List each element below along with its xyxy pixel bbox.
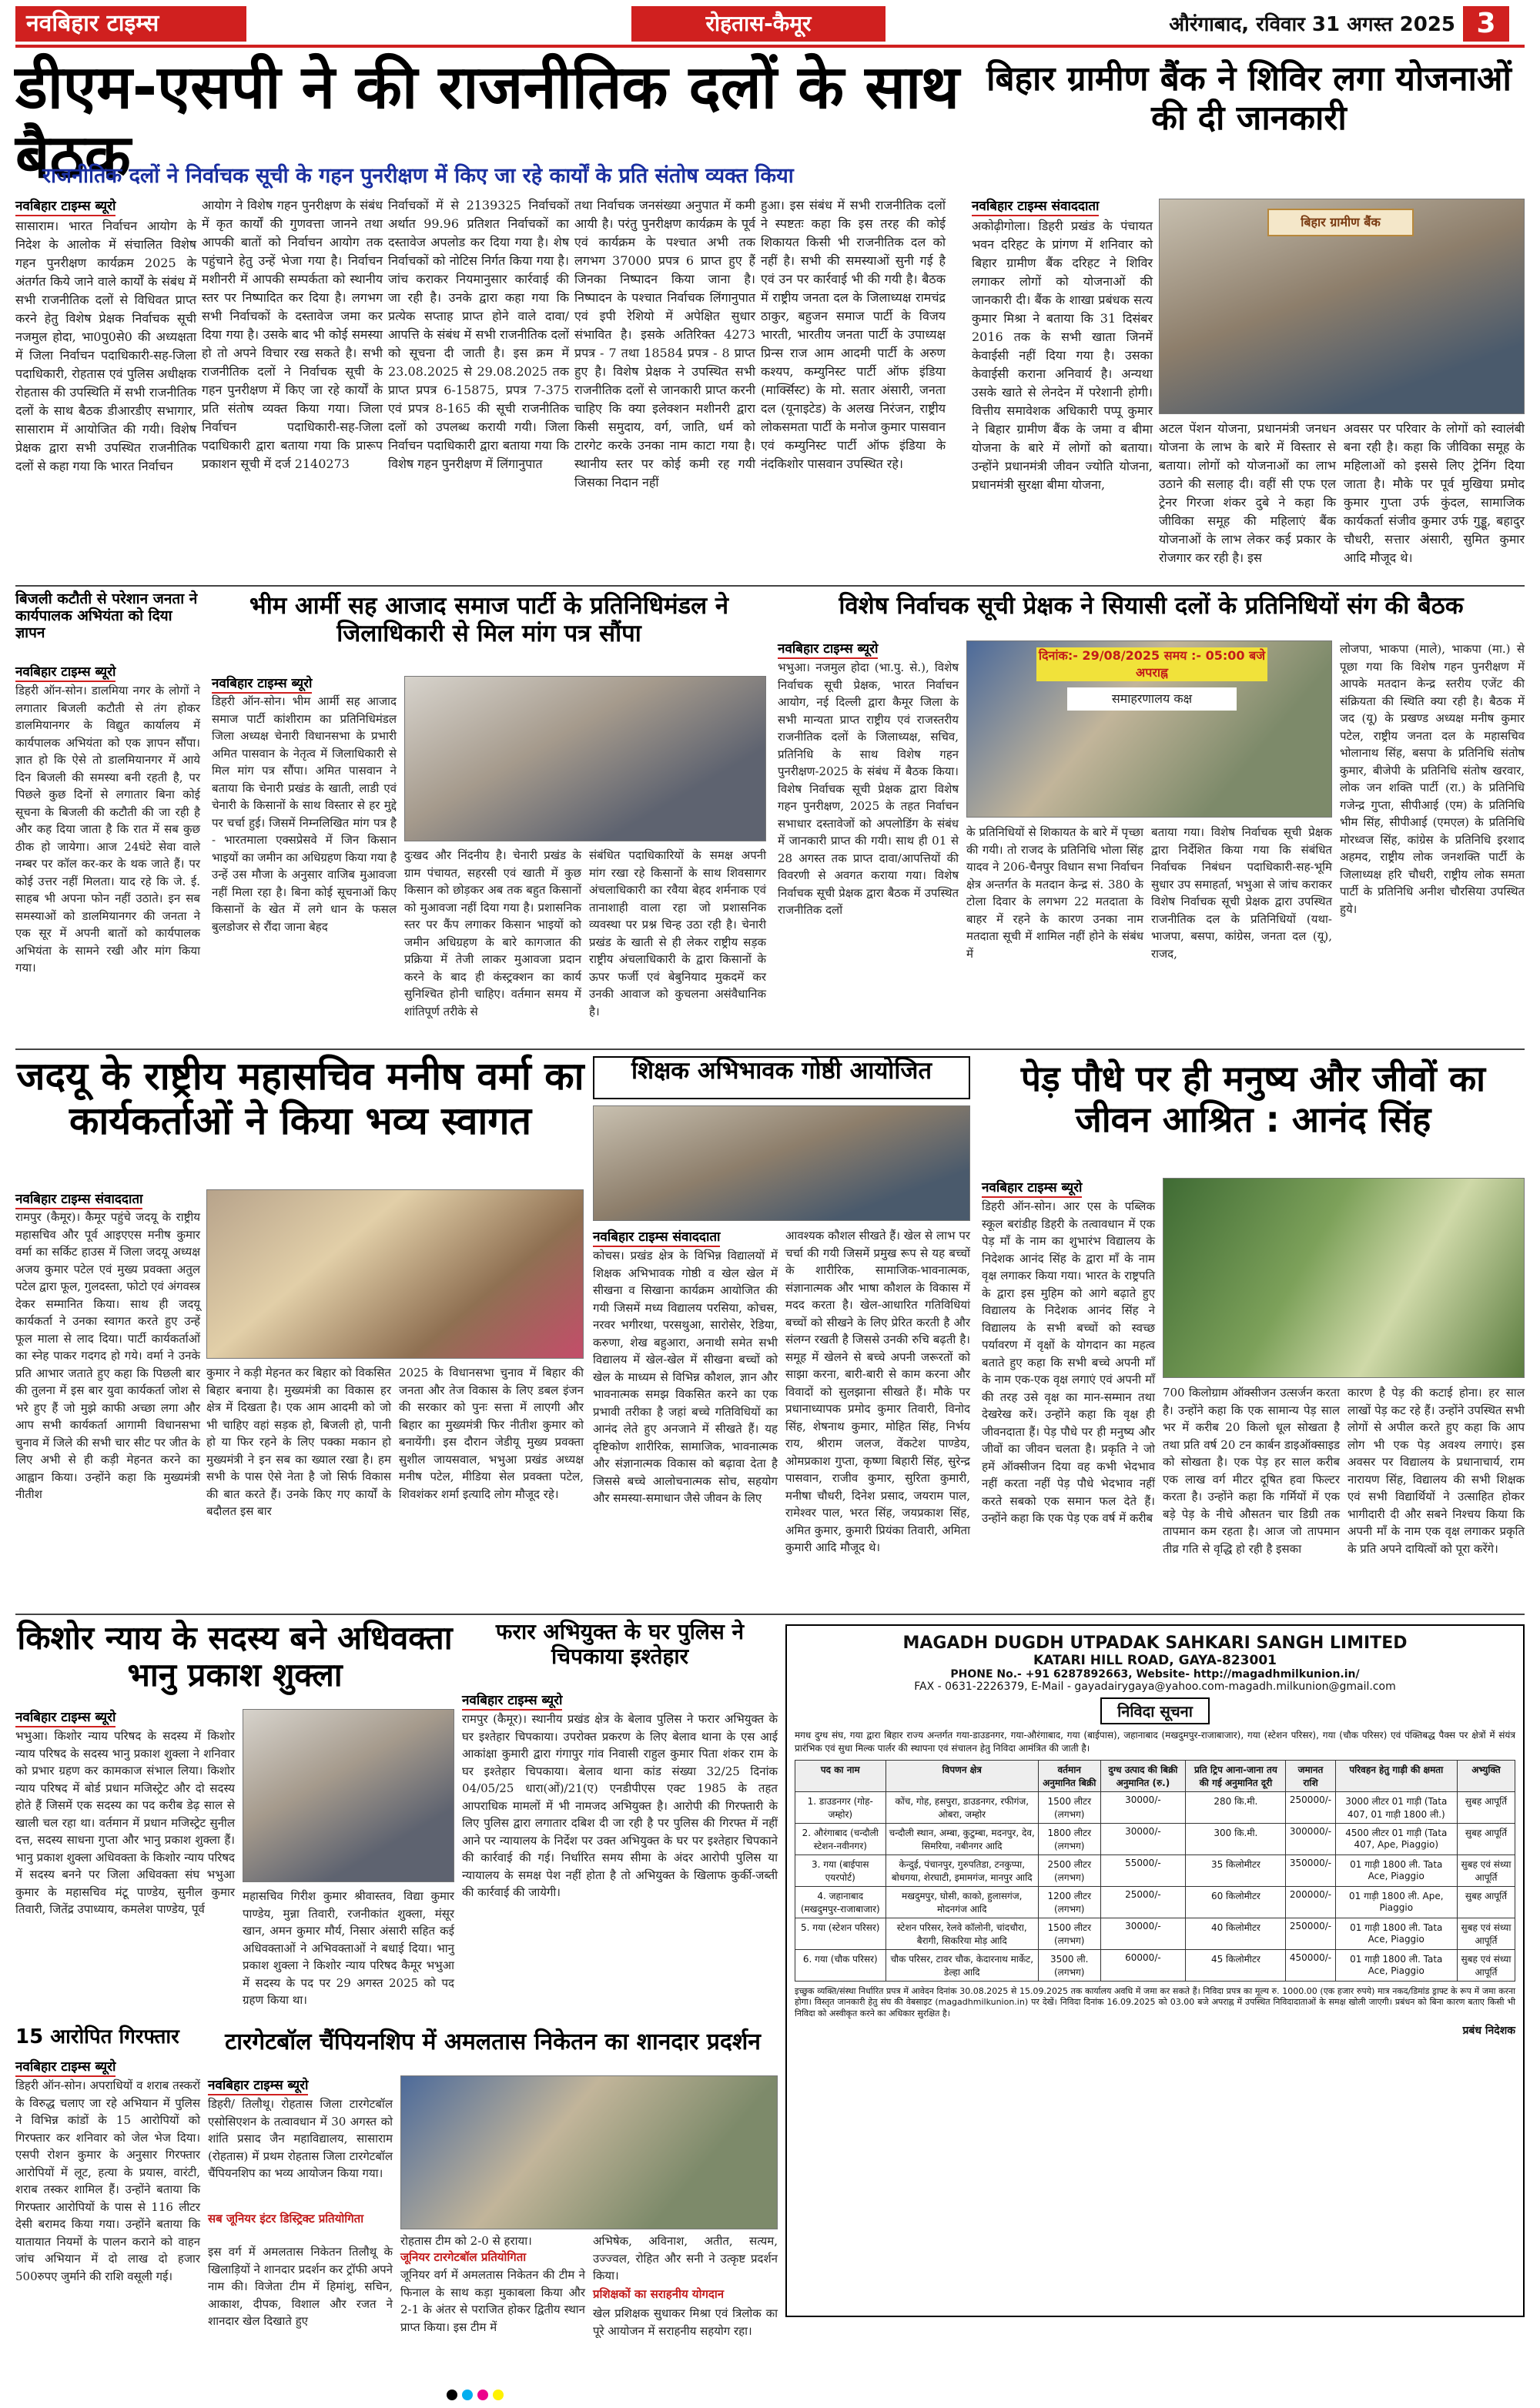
divider xyxy=(15,1048,1525,1050)
section-name: रोहतास-कैमूर xyxy=(631,6,886,42)
tarang-subhead-1: सब जूनियर इंटर डिस्ट्रिक्ट प्रतियोगिता xyxy=(208,2212,364,2226)
table-cell: 1. डाउडनगर (गोह-जम्होर) xyxy=(795,1791,886,1823)
ad-col-header: प्रति ट्रिप आना-जाना तय की गई अनुमानित दूरी xyxy=(1186,1760,1286,1791)
farar-byline: नवबिहार टाइम्स ब्यूरो xyxy=(462,1691,562,1711)
kishore-byline: नवबिहार टाइम्स ब्यूरो xyxy=(15,1707,116,1727)
tarang-photo xyxy=(400,2075,778,2229)
table-cell: 35 किलोमीटर xyxy=(1186,1854,1286,1886)
jdu-photo xyxy=(206,1189,584,1359)
ad-intro: मगध दुग्ध संघ, गया द्वारा बिहार राज्य अन्तर्गत गया-डाउडनगर, गया-औरंगाबाद, गया (बाईपास), जहानाबाद (मखदुमपुर-राजाबाजार), गया (स्टेशन परिसर), गया (चौक परिसर) एवं पंक्तिबद्ध पैक्स पर क्षेत्रों में संयंत्र प्रारंभिक एवं सुधा मिल्क पार्लर की स्थापना एवं संचालन हेतु निविदा आमंत्रित की जाती है। xyxy=(795,1730,1515,1754)
table-cell: 350000/- xyxy=(1286,1854,1335,1886)
ped-col-2: 700 किलोग्राम ऑक्सीजन उत्सर्जन करता है। उन्होंने कहा कि एक सामान्य पेड़ साल भर में करीब 20 किलो धूल सोखता है तथा प्रति वर्ष 20 टन कार्बन डाइऑक्साइड को सोखता है। एक पेड़ हर साल करीब एक लाख वर्ग मीटर दूषित हवा फिल्टर करता है। उन्होंने कहा कि गर्मियों में एक बड़े पेड़ के नीचे औसतन चार डिग्री तक तापमान कम रहता है। आज जो तापमान तीव्र गति से वृद्धि हो रही है इसका xyxy=(1163,1386,1340,1556)
kiosk-text: डिहरी ऑन-सोन। डालमिया नगर के लोगों ने लगातार बिजली कटौती से तंग होकर डालमियानगर के विद्युत कार्यालय में कार्यपालक अभियंता को एक ज्ञापन सौंपा। ज्ञात हो कि ऐसे तो डालमियानगर में आये दिन बिजली की समस्या बनी रहती है, पर पिछले कुछ दिनों से लगातार बिना कोई सूचना के बिजली की कटौती की जा रही है और कह दिया जाता है कि रात में सब कुछ ठीक हो जायेगा। आज 24घंटे सेवा वाले नम्बर पर कॉल कर-कर के थक जाते हैं। पर कोई उत्तर नहीं मिलता। याद रहे कि जे. ई. साहब भी अपना फोन नहीं उठाते। इन सब समस्याओं को डालमियानगर की जनता ने एक सूर में अपनी बातों को कार्यपालक अभियंता के सामने रखी और मांग किया गया। xyxy=(15,684,200,975)
kiosk-byline-wrap xyxy=(15,662,200,681)
arrest-text: डिहरी ऑन-सोन। अपराधियों व शराब तस्करों के विरुद्ध चलाए जा रहे अभियान में पुलिस ने विभिन्न कांडों के 15 आरोपियों को गिरफ्तार कर शनिवार को जेल भेज दिया। एसपी रोशन कुमार के अनुसार गिरफ्तार आरोपियों में लूट, हत्या के प्रयास, वारंटी, शराब तस्कर शामिल हैं। उन्होंने बताया कि गिरफ्तार आरोपियों के पास से 116 लीटर देसी बरामद किया गया। उन्होंने बताया कि यातायात नियमों के पालन कराने को वाहन जांच अभियान में दो लाख दो हजार 500रुपए जुर्माने की राशि वसूली गई। xyxy=(15,2079,200,2283)
registration-dot-icon xyxy=(447,2390,457,2400)
tarang-caption: रोहतास टीम को 2-0 से हराया। xyxy=(400,2234,532,2248)
tender-advertisement xyxy=(785,1624,1525,2317)
ad-footer: इच्छुक व्यक्ति/संस्था निर्धारित प्रपत्र में आवेदन दिनांक 30.08.2025 से 15.09.2025 तक कार्यालय अवधि में जमा कर सकते हैं। निविदा प्रपत्र का मूल्य रु. 1000.00 (एक हजार रुपये) मात्र नकद/डिमांड ड्राफ्ट के रूप में जमा करना होगा। विस्तृत जानकारी हेतु संघ की वेबसाइट (magadhmilkunion.in) पर देखें। निविदा दिनांक 16.09.2025 को 03.00 बजे अपराह्न में उपस्थित निविदादाताओं के समक्ष खोली जाएगी। प्रबंधन को बिना कारण बताए किसी भी निविदा को अस्वीकृत करने का अधिकार सुरक्षित है। xyxy=(795,1985,1515,2019)
bank-col-1: अकोढ़ीगोला। डिहरी प्रखंड के पंचायत भवन दरिहट के प्रांगण में शनिवार को बिहार ग्रामीण बैंक दरिहट ने शिविर लगाकर लोगों को योजनाओं की जानकारी दी। बैंक के शाखा प्रबंधक सत्य कुमार मिश्रा ने बताया कि 31 दिसंबर 2016 तक के सभी खाता जिनमें केवाईसी नहीं दिया गया है। उसका केवाईसी कराना अनिवार्य है। अन्यथा उसके खाते से लेनदेन में परेशानी होगी। वित्तीय समावेशक अधिकारी पप्पू कुमार ने बिहार ग्रामीण बैंक के जमा व बीमा योजना के बारे में लोगों को बताया। उन्होंने प्रधानमंत्री जीवन ज्योति योजना, प्रधानमंत्री सुरक्षा बीमा योजना, xyxy=(972,219,1153,492)
table-cell: कोंच, गोह, हसपुरा, डाउडनगर, रफीगंज, ओबरा, जम्होर xyxy=(886,1791,1038,1823)
ad-col-header: वर्तमान अनुमानित बिक्री xyxy=(1038,1760,1100,1791)
bhim-col-1: डिहरी ऑन-सोन। भीम आर्मी सह आजाद समाज पार्टी कांशीराम का प्रतिनिधिमंडल जिला अध्यक्ष चेनारी विधानसभा के प्रभारी अमित पासवान के नेतृत्व में जिलाधिकारी से मिल मांग पत्र सौंपा। अमित पासवान ने बताया कि चेनारी प्रखंड के खाती, लाडी एवं चेनारी के किसानों के साथ विस्तार से हर मुद्दे पर चर्चा हुई। जिसमें निम्नलिखित मांग पत्र है - भारतमाला एक्सप्रेसवे में जिन किसान भाइयों का जमीन का अधिग्रहण किया गया है उन्हें उस मौजा के अनुसार वाजिब मुआवजा नहीं मिला रहा है। बिना कोई सूचनाओं किए किसानों के खेत में लगे धान के फसल बुलडोजर से रौंदा जाना बेहद xyxy=(212,694,397,934)
table-row xyxy=(795,1854,1515,1886)
shikshak-byline: नवबिहार टाइम्स संवाददाता xyxy=(593,1227,720,1247)
table-cell: 55000/- xyxy=(1100,1854,1186,1886)
table-cell: 1500 लीटर (लगभग) xyxy=(1038,1791,1100,1823)
registration-dot-icon xyxy=(462,2390,473,2400)
bank-byline: नवबिहार टाइम्स संवाददाता xyxy=(972,196,1099,216)
bank-byline-wrap xyxy=(972,196,1172,215)
table-cell: सुबह एवं संध्या आपूर्ति xyxy=(1457,1854,1515,1886)
bhim-headline: भीम आर्मी सह आजाद समाज पार्टी के प्रतिनिधिमंडल ने जिलाधिकारी से मिल मांग पत्र सौंपा xyxy=(249,592,729,647)
lead-col-2: आयोग ने विशेष गहन पुनरीक्षण के संबंध में कृत कार्यों की गुणवत्ता जानने तथा आपकी बातों को निर्वाचन आयोग तक पहुंचाने हेतु उन्हें भेजा गया है। निर्वाचन मशीनरी में आपकी सम्पर्कता को स्थानीय स्तर पर निष्पादित कर दिया है। लगभग सभी निर्वाचकों के दस्तावेज जमा कर दिया गया है। उसके बाद भी कोई समस्या हो तो अपने विचार रख सकते है। सभी राजनीतिक दलों ने निर्वाचक सूची के गहन पुनरीक्षण में किए जा रहे कार्यों के प्रति संतोष व्यक्त किया गया। जिला निर्वाचन पदाधिकारी-सह-जिला पदाधिकारी द्वारा बताया गया कि प्रारूप प्रकाशन सूची में दर्ज 2140273 xyxy=(202,198,383,471)
lead-col-3: निर्वाचकों में से 2139325 निर्वाचकों अर्थात 99.96 प्रतिशत निर्वाचकों का दस्तावेज अपलोड कर दिया गया है। शेष निर्वाचकों को नोटिस निर्गत किया गया है। जांच कराकर नियमानुसार कार्रवाई की जा रही है। उनके द्वारा कहा गया कि प्रत्येक सप्ताह प्राप्त होने वाले दावा/आपत्ति के संबंध में सभी राजनीतिक दलों को सूचना दी जाती है। इस क्रम में 23.08.2025 से 29.08.2025 तक प्राप्त प्रपत्र 6-15875, प्रपत्र 7-375 एवं प्रपत्र 8-165 की सूची राजनीतिक दलों को उपलब्ध करायी गयी। जिला निर्वाचन पदाधिकारी द्वारा बताया गया कि विशेष गहन पुनरीक्षण में लिंगानुपात xyxy=(388,198,569,471)
bhim-byline: नवबिहार टाइम्स ब्यूरो xyxy=(212,674,312,694)
tarang-headline: टारगेटबॉल चैंपियनशिप में अमलतास निकेतन का शानदार प्रदर्शन xyxy=(225,2028,761,2055)
table-cell: 01 गाड़ी 1800 ली. Ape, Piaggio xyxy=(1335,1886,1457,1918)
ped-headline: पेड़ पौधे पर ही मनुष्य और जीवों का जीवन आश्रित : आनंद सिंह xyxy=(1020,1058,1486,1140)
table-cell: 25000/- xyxy=(1100,1886,1186,1918)
kishore-byline-wrap xyxy=(15,1707,216,1726)
nirvachak-photo-banner: दिनांक:- 29/08/2025 समय :- 05:00 बजे अपराह्न xyxy=(1036,647,1267,681)
ped-byline-wrap xyxy=(982,1178,1167,1196)
farar-byline-wrap xyxy=(462,1691,662,1709)
lead-col-4: तथा निर्वाचक जनसंख्या अनुपात में कमी आयी है। परंतु पुनरीक्षण कार्यक्रम के पूर्व एवं कार्यक्रम के पश्चात अभी तक लगभग 37000 प्रपत्र 6 प्राप्त हुए हैं जिनका निष्पादन किया जाना है। निष्पादन के पश्चात निर्वाचक लिंगानुपात एवं इपी रेशियो में अपेक्षित सुधार संभावित है। इसके अतिरिक्त 4273 प्रपत्र - 7 तथा 18584 प्रपत्र - 8 प्राप्त हुए है। विशेष प्रेक्षक ने उपस्थित सभी राजनीतिक दलों से जानकारी प्राप्त करनी चाहिए कि क्या इलेक्शन मशीनरी द्वारा किसी समुदाय, वर्ग, जाति, धर्म को टारगेट करके उनका नाम काटा गया है। स्थानीय स्तर पर कोई कमी रह गयी जिसका निदान नहीं xyxy=(574,198,755,490)
tarang-byline-wrap xyxy=(208,2075,393,2094)
table-cell: 300 कि.मी. xyxy=(1186,1823,1286,1854)
shikshak-col-1: कोचस। प्रखंड क्षेत्र के विभिन्न विद्यालयों में शिक्षक अभिभावक गोष्ठी व खेल खेल में सीखना व सिखाना कार्यक्रम आयोजित की गयी जिसमें मध्य विद्यालय परसिया, कोचस, नरवर भगीरथा, परसथुआ, सारोसेर, रेडिया, करुणा, शेख बहुआरा, अनाथी समेत सभी विद्यालय में खेल-खेल में सीखना बच्चों को खेल के माध्यम से विभिन्न कौशल, ज्ञान और भावनात्मक समझ विकसित करने का एक प्रभावी तरीका है जहां बच्चे गतिविधियों का आनंद लेते हुए अनजाने में सीखते हैं। यह दृष्टिकोण शारीरिक, सामाजिक, भावनात्मक और संज्ञानात्मक विकास को बढ़ावा देता है जिससे बच्चे आलोचनात्मक सोच, सहयोग और समस्या-समाधान जैसे जीवन के लिए xyxy=(593,1249,778,1505)
lead-col-1: सासाराम। भारत निर्वाचन आयोग के निदेश के आलोक में संचालित विशेष गहन पुनरीक्षण कार्यक्रम 2025 के अंतर्गत किये जाने वाले कार्यों के संबंध में सभी राजनीतिक दलों से विधिवत प्राप्त करने हेतु विशेष प्रेक्षक निर्वाचक सूची नजमुल होदा, भा0पु0से0 की अध्यक्षता में जिला निर्वाचन पदाधिकारी-सह-जिला पदाधिकारी, रोहतास एवं पुलिस अधीक्षक रोहतास की उपस्थिति में सभी राजनीतिक दलों के साथ बैठक डीआरडीए सभागार, सासाराम में आयोजित की गयी। विशेष प्रेक्षक द्वारा सभी उपस्थित राजनीतिक दलों से कहा गया कि भारत निर्वाचन xyxy=(15,219,196,473)
tarang-subhead-3: प्रशिक्षकों का सराहनीय योगदान xyxy=(593,2287,725,2301)
shikshak-photo xyxy=(593,1105,970,1221)
shikshak-byline-wrap xyxy=(593,1227,793,1246)
table-cell: 1800 लीटर (लगभग) xyxy=(1038,1823,1100,1854)
table-cell: 250000/- xyxy=(1286,1791,1335,1823)
table-row xyxy=(795,1886,1515,1918)
nirvachak-col-2: के प्रतिनिधियों से शिकायत के बारे में पृच्छा की गयी। तो राजद के प्रतिनिधि भोला सिंह यादव ने 206-चैनपुर विधान सभा निर्वाचन क्षेत्र अन्तर्गत के मतदान केन्द्र सं. 380 के टोला दिवार के लगभग 22 मतदाता के बाहर में रहने के कारण उनका नाम मतदाता सूची में शामिल नहीं होने के संबंध में xyxy=(966,825,1143,961)
nirvachak-col-1: भभुआ। नजमुल होदा (भा.पु. से.), विशेष निर्वाचक सूची प्रेक्षक, भारत निर्वाचन आयोग, नई दिल्ली द्वारा कैमूर जिला के सभी मान्यता प्राप्त राष्ट्रीय एवं राजस्तरीय राजनीतिक दलों के जिलाध्यक्ष, सचिव, प्रतिनिधि के साथ विशेष गहन पुनरीक्षण-2025 के संबंध में बैठक किया। विशेष निर्वाचक सूची प्रेक्षक द्वारा विशेष गहन पुनरीक्षण, 2025 के तहत निर्वाचन सभाधार दस्तावेजों को अपलोडिंग के संबंध में जानकारी प्राप्त की गयी। साथ ही 01 से 28 अगस्त तक प्राप्त दावा/आपत्तियों की विवरणी से अवगत कराया गया। विशेष निर्वाचक सूची प्रेक्षक द्वारा बैठक में उपस्थित राजनीतिक दलों xyxy=(778,661,959,917)
tarang-col-3: अभिषेक, अविनाश, अतीत, सत्यम, उज्ज्वल, रोहित और सनी ने उत्कृष्ट प्रदर्शन किया। xyxy=(593,2234,778,2283)
masthead-rule xyxy=(15,45,1525,48)
tarang-col-1b: इस वर्ग में अमलतास निकेतन तिलौथू के खिलाड़ियों ने शानदार प्रदर्शन कर ट्रॉफी अपने नाम की। विजेता टीम में हिमांशु, सचिन, आकाश, दीपक, विशाल और रजत ने शानदार खेल दिखाते हुए xyxy=(208,2245,393,2328)
table-cell: 30000/- xyxy=(1100,1791,1186,1823)
table-cell: सुबह एवं संध्या आपूर्ति xyxy=(1457,1949,1515,1981)
bhim-byline-wrap xyxy=(212,674,397,692)
jdu-byline-wrap xyxy=(15,1189,216,1208)
tarang-col-1: डिहरी/ तिलौथू। रोहतास जिला टारगेटबॉल एसोसिएशन के तत्वावधान में 30 अगस्त को शांति प्रसाद जैन महाविद्यालय, सासाराम (रोहतास) में प्रथम रोहतास जिला टारगेटबॉल चैंपियनशिप का भव्य आयोजन किया गया। xyxy=(208,2097,393,2180)
kishore-col-1: भभुआ। किशोर न्याय परिषद के सदस्य में किशोर न्याय परिषद के सदस्य भानु प्रकाश शुक्ला ने शनिवार को प्रभार ग्रहण कर कामकाज संभाल लिया। किशोर न्याय परिषद में बोर्ड प्रधान मजिस्ट्रेट और दो सदस्य होते हैं जिसमें एक सदस्य का पद करीब डेढ़ साल से खाली चल रहा था। वर्तमान में प्रधान मजिस्ट्रेट सुनील दत्त, सदस्य साधना गुप्ता और भानु प्रकाश शुक्ला हैं। भानु प्रकाश शुक्ला अधिवक्ता के किशोर न्याय परिषद में सदस्य बनने पर जिला अधिवक्ता संघ भभुआ कुमार के महासचिव मंटू पाण्डेय, सुनील कुमार तिवारी, जितेंद्र उपाध्याय, कमलेश पाण्डेय, पूर्व xyxy=(15,1729,235,1916)
bhim-col-3: संबंधित पदाधिकारियों के समक्ष अपनी मांग रखा रहे किसानों के साथ शिवसागर अंचलाधिकारी का रवैया बेहद शर्मनाक एवं तानाशाही वाला रहा जो प्रशासनिक व्यवस्था पर प्रश्न चिन्ह उठा रही है। चेनारी प्रखंड के खाती से ही लेकर राष्ट्रीय सड़क राष्ट्रीय अंचलाधिकारी के द्वारा किसानों के ऊपर फर्जी एवं बेबुनियाद मुकदमें कर उनकी आवाज को कुचलना असंवैधानिक है। xyxy=(589,848,766,1018)
nirvachak-headline: विशेष निर्वाचक सूची प्रेक्षक ने सियासी दलों के प्रतिनिधियों संग की बैठक xyxy=(839,592,1464,620)
nirvachak-photo xyxy=(966,640,1332,818)
table-cell: 250000/- xyxy=(1286,1918,1335,1949)
farar-text: रामपुर (कैमूर)। स्थानीय प्रखंड क्षेत्र के बेलाव पुलिस ने फरार अभियुक्त के घर इश्तेहार चिपकाया। उपरोक्त प्रकरण के लिए बेलाव थाना के एस आई आकांक्षा कुमारी द्वारा गंगापुर गांव निवासी राहुल कुमार पिता शंकर राम के घर इश्तेहार चिपकाया। बेलाव थाना कांड संख्या 32/25 दिनांक 04/05/25 धारा(ओं)/21(ए) एनडीपीएस एक्ट 1985 के तहत आपराधिक मामलों में भी नामजद अभियुक्त है। आरोपी की गिरफ्तारी के लिए पुलिस द्वारा लगातार दबिश दी जा रही है पर पुलिस की गिरफ्त में नहीं आने पर न्यायालय के निर्देश पर उक्त अभियुक्त के घर पर इश्तेहार चिपकाने की कार्रवाई की गई। निर्धारित समय सीमा के अंदर आरोपी पुलिस या न्यायालय के समक्ष पेश नहीं होता है तो अभियुक्त के खिलाफ कुर्की-जब्ती की कार्रवाई की जायेगी। xyxy=(462,1712,778,1899)
table-row xyxy=(795,1918,1515,1949)
tarang-col-3b: खेल प्रशिक्षक सुधाकर मिश्रा एवं त्रिलोक का पूरे आयोजन में सराहनीय सहयोग रहा। xyxy=(593,2306,778,2338)
jdu-col-2: कुमार ने कड़ी मेहनत कर बिहार को विकसित बिहार बनाया है। मुख्यमंत्री का विकास हर क्षेत्र में दिखता है। एक आम आदमी को जो भी चाहिए वहां सड़क हो, बिजली हो, पानी हो या फिर रहने के लिए पक्का मकान हो मुख्यमंत्री ने इन सब का ख्याल रखा है। हम सभी के पास ऐसे नेता है जो सिर्फ विकास की बात करते हैं। उनके किए गए कार्यों के बदौलत इस बार xyxy=(206,1366,391,1518)
lead-col-5: हुआ। इस संबंध में सभी राजनीतिक दलों ने स्पष्टतः कहा कि इस तरह की कोई शिकायत किसी भी राजनीतिक दल को नहीं है। सभी की समस्याओं सुनी गई है एवं उन पर कार्रवाई भी की गयी है। बैठक में राष्ट्रीय जनता दल के जिलाध्यक्ष रामचंद्र ठाकुर, बहुजन समाज पार्टी के विजय भारती, भारतीय जनता पार्टी के उपाध्यक्ष प्रिन्स राज आम आदमी पार्टी के अरुण कश्यप, कम्युनिस्ट पार्टी ऑफ इंडिया (मार्क्सिस्ट) के मो. सतार अंसारी, जनता दल (यूनाइटेड) के अलख निरंजन, राष्ट्रीय लोकसमता पार्टी के मनोज कुमार पासवान एवं कम्युनिस्ट पार्टी ऑफ इंडिया के नंदकिशोर पासवान उपस्थित रहे। xyxy=(761,198,946,471)
table-cell: 450000/- xyxy=(1286,1949,1335,1981)
lead-subheadline: राजनीतिक दलों ने निर्वाचक सूची के गहन पुनरीक्षण में किए जा रहे कार्यों के प्रति संतोष व्यक्त किया xyxy=(42,164,794,188)
table-cell: 200000/- xyxy=(1286,1886,1335,1918)
table-cell: चौक परिसर, टावर चौक, केदारनाथ मार्केट, डेल्हा आदि xyxy=(886,1949,1038,1981)
bhim-photo xyxy=(404,676,766,841)
shikshak-col-2: आवश्यक कौशल सीखते हैं। खेल से लाभ पर चर्चा की गयी जिसमें प्रमुख रूप से यह बच्चों के शारीरिक, सामाजिक-भावनात्मक, संज्ञानात्मक और भाषा कौशल के विकास में मदद करता है। खेल-आधारित गतिविधियां बच्चों को सीखने के लिए प्रेरित करती है और संलग्न रखती है जिससे उनकी रुचि बढ़ती है। समूह में खेलने से बच्चे अपनी जरूरतों को साझा करना, बारी-बारी से काम करना और विवादों को सुलझाना सीखते हैं। मौके पर प्रधानाध्यापक प्रमोद कुमार तिवारी, विनोद सिंह, शेषनाथ कुमार, मोहित सिंह, निर्भय राय, श्रीराम जलज, वेंकटेश पाण्डेय, ओमप्रकाश गुप्ता, कृष्णा बिहारी सिंह, सुरेन्द्र पासवान, राजीव कुमार, सुरिता कुमारी, मनीषा चौधरी, दिनेश प्रसाद, जयराम पाल, रामेश्वर पाल, भरत सिंह, जयप्रकाश सिंह, अमित कुमार, कुमारी प्रियंका तिवारी, अमिता कुमारी आदि मौजूद थे। xyxy=(785,1229,970,1554)
ad-notice-title: निविदा सूचना xyxy=(1100,1697,1210,1724)
ped-col-1: डिहरी ऑन-सोन। आर एस के पब्लिक स्कूल बरांडीह डिहरी के तत्वावधान में एक पेड़ माँ के नाम का शुभारंभ विद्यालय के निदेशक आनंद सिंह के द्वारा माँ के नाम वृक्ष लगाकर किया गया। भारत के राष्ट्रपति के द्वारा इस मुहिम को आगे बढ़ाते हुए विद्यालय के निदेशक आनंद सिंह ने विद्यालय के सभी बच्चों को स्वच्छ पर्यावरण में वृक्षों के योगदान का महत्व बताते हुए कहा कि सभी बच्चे अपनी माँ के नाम एक-एक वृक्ष लगाएं एवं अपनी माँ की तरह उसे वृक्ष का मान-सम्मान तथा देखरेख करें। उन्होंने कहा कि वृक्ष ही जीवनदाता हैं। पेड़ पौधे पर ही मनुष्य और जीवों का जीवन चलता है। प्रकृति ने जो हमें ऑक्सीजन दिया वह कभी भेदभाव नहीं करता नहीं पेड़ पौधे भेदभाव नहीं करते सबको एक समान फल देते हैं। उन्होंने कहा कि एक पेड़ एक वर्ष में करीब xyxy=(982,1199,1155,1525)
bhim-col-2: दुःखद और निंदनीय है। चेनारी प्रखंड के ग्राम पंचायत, सहरसी एवं खाती में कुछ किसान को छोड़कर अब तक बहुत किसानों को मुआवजा नहीं दिया गया है। प्रशासनिक स्तर पर कैंप लगाकर किसान भाइयों को जमीन अधिग्रहण के बारे कागजात की प्रक्रिया में तेजी लाकर मुआवजा प्रदान करने के बाद ही कंस्ट्रक्शन का कार्य सुनिश्चित होनी चाहिए। वर्तमान समय में शांतिपूर्ण तरीके से xyxy=(404,848,581,1018)
table-cell: 300000/- xyxy=(1286,1823,1335,1854)
table-cell: 3500 ली. (लगभग) xyxy=(1038,1949,1100,1981)
table-cell: चन्दौली स्थान, अम्बा, कुटुम्बा, मदनपुर, देव, सिमरिया, नबीनगर आदि xyxy=(886,1823,1038,1854)
table-cell: 6. गया (चौक परिसर) xyxy=(795,1949,886,1981)
table-cell: सुबह आपूर्ति xyxy=(1457,1823,1515,1854)
table-cell: 4500 लीटर 01 गाड़ी (Tata 407, Ape, Piaggio) xyxy=(1335,1823,1457,1854)
table-cell: 3. गया (बाईपास एयरपोर्ट) xyxy=(795,1854,886,1886)
ped-byline: नवबिहार टाइम्स ब्यूरो xyxy=(982,1178,1082,1198)
table-cell: सुबह एवं संध्या आपूर्ति xyxy=(1457,1918,1515,1949)
jdu-col-3: 2025 के विधानसभा चुनाव में बिहार की जनता और तेज विकास के लिए डबल इंजन की सरकार को पुनः सत्ता में लाएगी और बिहार का मुख्यमंत्री फिर नीतीश कुमार को बनायेंगी। इस दौरान जेडीयू मुख्य प्रवक्ता सुशील जायसवाल, भभुआ प्रखंड अध्यक्ष मनीष पटेल, मीडिया सेल प्रवक्ता पटेल, शिवशंकर शर्मा इत्यादि लोग मौजूद रहे। xyxy=(399,1366,584,1501)
tarang-subhead-2: जूनियर टारगेटबॉल प्रतियोगिता xyxy=(400,2250,527,2264)
table-cell: 3000 लीटर 01 गाड़ी (Tata 407, 01 गाड़ी 1800 ली.) xyxy=(1335,1791,1457,1823)
arrest-byline-wrap xyxy=(15,2057,216,2075)
ad-col-header: विपणन क्षेत्र xyxy=(886,1760,1038,1791)
table-cell: 01 गाड़ी 1800 ली. Tata Ace, Piaggio xyxy=(1335,1918,1457,1949)
paper-name: नवबिहार टाइम्स xyxy=(15,6,246,42)
nirvachak-col-3: बताया गया। विशेष निर्वाचक सूची प्रेक्षक द्वारा निर्देशित किया गया कि संबंधित निर्वाचक निबंधन पदाधिकारी-सह-भूमि सुधार उप समाहर्ता, भभुआ से जांच कराकर विशेष निर्वाचक सूची प्रेक्षक द्वारा उपस्थित राजनीतिक दल के प्रतिनिधियों (यथा-भाजपा, बसपा, कांग्रेस, जनता दल (यू), राजद, xyxy=(1151,825,1332,961)
arrest-headline: 15 आरोपित गिरफ्तार xyxy=(15,2025,179,2048)
table-cell: स्टेशन परिसर, रेलवे कॉलोनी, चांदचौरा, बैरागी, सिकरिया मोड़ आदि xyxy=(886,1918,1038,1949)
registration-marks xyxy=(447,2390,516,2403)
ad-col-header: दुग्ध उत्पाद की बिक्री अनुमानित (रु.) xyxy=(1100,1760,1186,1791)
table-cell: सुबह आपूर्ति xyxy=(1457,1886,1515,1918)
ad-col-header: अभ्युक्ति xyxy=(1457,1760,1515,1791)
table-cell: 60000/- xyxy=(1100,1949,1186,1981)
nirvachak-byline: नवबिहार टाइम्स ब्यूरो xyxy=(778,639,878,659)
divider xyxy=(15,585,1525,587)
ad-org-name: MAGADH DUGDH UTPADAK SAHKARI SANGH LIMITED xyxy=(902,1634,1408,1653)
ad-col-header: पद का नाम xyxy=(795,1760,886,1791)
table-cell: 2500 लीटर (लगभग) xyxy=(1038,1854,1100,1886)
nirvachak-col-4: लोजपा, भाकपा (माले), भाकपा (मा.) से पूछा गया कि विशेष गहन पुनरीक्षण में आपके मतदान केन्द्र स्तरीय एजेंट की संक्रियता की स्थिति क्या रही है। बैठक में जद (यू) के प्रखण्ड अध्यक्ष मनीष कुमार पटेल, राष्ट्रीय जनता दल के महासचिव भोलानाथ सिंह, बसपा के प्रतिनिधि संतोष कुमार, बीजेपी के प्रतिनिधि संतोष खरवार, लोक जन शक्ति पार्टी (रा.) के प्रतिनिधि गजेन्द्र गुप्ता, सीपीआई (एम) के प्रतिनिधि भीम सिंह, सीपीआई (एमएल) के प्रतिनिधि मोरध्वज सिंह, कांग्रेस के प्रतिनिधि इरशाद अहमद, राष्ट्रीय लोक जनशक्ति पार्टी के जिलाध्यक्ष हरि चौधरी, राष्ट्रीय लोक समता पार्टी के प्रतिनिधि अनीश चौरसिया उपस्थित हुये। xyxy=(1340,642,1525,916)
bank-col-2: अटल पेंशन योजना, प्रधानमंत्री जनधन योजना के लाभ के बारे में विस्तार से बताया। लोगों को योजनाओं का लाभ उठाने की सलाह दी। वहीं सी एफ एल ट्रेनर गिरजा शंकर दुबे ने कहा कि जीविका समूह की महिलाएं बैंक योजनाओं के लाभ लेकर कई प्रकार के रोजगार कर रही है। इस xyxy=(1159,421,1336,565)
dateline: औरंगाबाद, रविवार 31 अगस्त 2025 xyxy=(1169,13,1455,36)
registration-dot-icon xyxy=(477,2390,488,2400)
table-cell: 30000/- xyxy=(1100,1918,1186,1949)
table-cell: 1500 लीटर (लगभग) xyxy=(1038,1918,1100,1949)
table-cell: 45 किलोमीटर xyxy=(1186,1949,1286,1981)
bank-col-3: अवसर पर परिवार के लोगों को स्वालंबी बना रही है। कहा कि जीविका समूह के महिलाओं को इससे लिए ट्रेनिंग दिया जाता है। मौके पर पूर्व मुखिया प्रमोद कुमार गुप्ता उर्फ कुंदल, सामाजिक कार्यकर्ता संजीव कुमार उर्फ गुड्डू, बहादुर चौधरी, सत्तार अंसारी, सुमित कुमार आदि मौजूद थे। xyxy=(1344,421,1525,565)
table-cell: 4. जहानाबाद (मखदुमपुर-राजाबाजार) xyxy=(795,1886,886,1918)
lead-headline: डीएम-एसपी ने की राजनीतिक दलों के साथ बैठक xyxy=(15,53,959,192)
registration-dot-icon xyxy=(493,2390,504,2400)
ad-table xyxy=(795,1760,1515,1982)
jdu-byline: नवबिहार टाइम्स संवाददाता xyxy=(15,1189,142,1209)
table-cell: 5. गया (स्टेशन परिसर) xyxy=(795,1918,886,1949)
table-cell: 40 किलोमीटर xyxy=(1186,1918,1286,1949)
kishore-headline: किशोर न्याय के सदस्य बने अधिवक्ता भानु प्रकाश शुक्ला xyxy=(17,1619,453,1694)
jdu-col-1: रामपुर (कैमूर)। कैमूर पहुंचे जदयू के राष्ट्रीय महासचिव और पूर्व आइएएस मनीष कुमार वर्मा का सर्किट हाउस में जिला जदयू अध्यक्ष अजय कुमार पटेल एवं मुख्य प्रवक्ता अतुल पटेल द्वारा फूल, गुलदस्ता, फोटो एवं अंगवस्त्र देकर सम्मानित किया। साथ ही जदयू कार्यकर्ता ने उनका स्वागत करते हुए उन्हें फूल माला से लाद दिया। पार्टी कार्यकर्ताओं का स्नेह पाकर गदगद हो गये। वर्मा ने उनके प्रति आभार जताते हुए कहा कि पिछली बार की तुलना में इस बार युवा कार्यकर्ता जोश से भरे हुए हैं जो मुझे काफी अच्छा लगा और आप सभी कार्यकर्ता आगामी विधानसभा चुनाव में जिले की सभी चार सीट पर जीत के लिए अभी से ही कड़ी मेहनत करने का आह्वान किया। उन्होंने कहा कि मुख्यमंत्री नीतीश xyxy=(15,1210,200,1501)
kiosk-headline: बिजली कटौती से परेशान जनता ने कार्यपालक अभियंता को दिया ज्ञापन xyxy=(15,590,198,641)
divider xyxy=(15,1614,1525,1615)
table-cell: 1200 लीटर (लगभग) xyxy=(1038,1886,1100,1918)
table-row xyxy=(795,1791,1515,1823)
bank-headline: बिहार ग्रामीण बैंक ने शिविर लगा योजनाओं की दी जानकारी xyxy=(986,59,1512,138)
ad-phone: PHONE No.- +91 6287892663, Website- http://magadhmilkunion.in/ xyxy=(950,1668,1360,1681)
arrest-byline: नवबिहार टाइम्स ब्यूरो xyxy=(15,2057,116,2077)
lead-byline: नवबिहार टाइम्स ब्यूरो xyxy=(15,196,116,216)
page-number: 3 xyxy=(1463,6,1509,42)
kishore-col-2: महासचिव गिरीश कुमार श्रीवास्तव, विद्या कुमार पाण्डेय, मुन्ना तिवारी, रजनीकांत शुक्ला, मंसूर खान, अमन कुमार मौर्य, निसार अंसारी सहित कई अधिवक्ताओं ने अभिवक्ताओं ने बधाई दिया। भानु प्रकाश शुक्ला ने किशोर न्याय परिषद कैमूर भभुआ में सदस्य के पद पर 29 अगस्त 2025 को पद ग्रहण किया था। xyxy=(243,1889,454,2007)
table-row xyxy=(795,1823,1515,1854)
table-row xyxy=(795,1949,1515,1981)
kishore-photo xyxy=(243,1709,454,1882)
kiosk-byline: नवबिहार टाइम्स ब्यूरो xyxy=(15,662,116,682)
table-cell: 2. औरंगाबाद (चन्दौली स्टेशन-नवीनगर) xyxy=(795,1823,886,1854)
ad-table-header xyxy=(795,1760,1515,1791)
table-cell: 30000/- xyxy=(1100,1823,1186,1854)
lead-byline-wrap xyxy=(15,196,192,215)
tarang-col-2: जूनियर वर्ग में अमलतास निकेतन की टीम ने फिनाल के साथ कड़ा मुकाबला किया और 2-1 के अंतर से पराजित होकर द्वितीय स्थान प्राप्त किया। इस टीम में xyxy=(400,2268,585,2334)
nirvachak-byline-wrap xyxy=(778,639,962,657)
table-cell: 60 किलोमीटर xyxy=(1186,1886,1286,1918)
ad-col-header: जमानत राशि xyxy=(1286,1760,1335,1791)
ad-col-header: परिवहन हेतु गाड़ी की क्षमता xyxy=(1335,1760,1457,1791)
bank-photo-banner: बिहार ग्रामीण बैंक xyxy=(1267,209,1414,236)
table-cell: सुबह आपूर्ति xyxy=(1457,1791,1515,1823)
farar-headline: फरार अभियुक्त के घर पुलिस ने चिपकाया इश्तेहार xyxy=(495,1619,745,1670)
table-cell: केन्दुई, पंचानपुर, गुरुपतिडा, टनकुप्पा, बोधगया, शेरघाटी, इमामगंज, मानपुर आदि xyxy=(886,1854,1038,1886)
table-cell: मखदुमपुर, घोसी, काको, हुलासगंज, मोदनगंज आदि xyxy=(886,1886,1038,1918)
nirvachak-hall-sign: समाहरणालय कक्ष xyxy=(1067,687,1237,711)
table-cell: 01 गाड़ी 1800 ली. Tata Ace, Piaggio xyxy=(1335,1854,1457,1886)
shikshak-headline: शिक्षक अभिभावक गोष्ठी आयोजित xyxy=(593,1056,970,1099)
ad-fax: FAX - 0631-2226379, E-Mail - gayadairygaya@yahoo.com-magadh.milkunion@gmail.com xyxy=(914,1681,1396,1693)
tarang-byline: नवबिहार टाइम्स ब्यूरो xyxy=(208,2075,308,2095)
ad-signature: प्रबंध निदेशक xyxy=(1462,2025,1515,2038)
ped-photo xyxy=(1163,1178,1525,1378)
ped-col-3: कारण है पेड़ की कटाई होना। हर साल लाखों पेड़ कट रहे हैं। उन्होंने उपस्थित सभी लोगों से अपील करते हुए कहा कि आप लोग भी एक पेड़ अवश्य लगाएं। इस अवसर पर विद्यालय के प्रधानाचार्य, राम नारायण सिंह, विद्यालय की सभी शिक्षक एवं सभी विद्यार्थियों ने उत्साहित होकर भागीदारी दी और सबने निश्चय किया कि अपनी माँ के नाम एक वृक्ष लगाकर प्रकृति के प्रति अपने दायित्वों को पूरा करेंगे। xyxy=(1348,1386,1525,1556)
table-cell: 01 गाड़ी 1800 ली. Tata Ace, Piaggio xyxy=(1335,1949,1457,1981)
ad-address: KATARI HILL ROAD, GAYA-823001 xyxy=(1033,1653,1277,1668)
table-cell: 280 कि.मी. xyxy=(1186,1791,1286,1823)
bank-photo xyxy=(1159,199,1525,414)
jdu-headline: जदयू के राष्ट्रीय महासचिव मनीष वर्मा का कार्यकर्ताओं ने किया भव्य स्वागत xyxy=(16,1054,584,1143)
